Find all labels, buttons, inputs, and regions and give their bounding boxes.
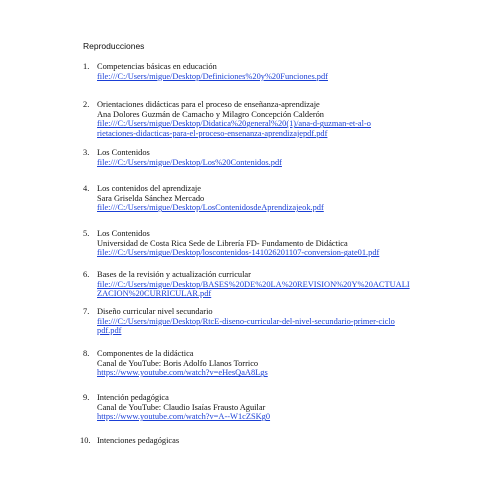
reference-item-9 bbox=[83, 393, 453, 422]
reference-item-3 bbox=[83, 148, 453, 167]
reference-item-5 bbox=[83, 229, 453, 258]
reference-link[interactable]: https://www.youtube.com/watch?v=eHesQaA8Lgs bbox=[97, 368, 268, 378]
reference-title: Componentes de la didáctica bbox=[97, 349, 194, 358]
reference-number: 5. bbox=[83, 229, 90, 238]
reference-title: Los contenidos del aprendizaje bbox=[97, 184, 201, 193]
reference-title: Los Contenidos bbox=[97, 148, 150, 157]
reference-title: Diseño curricular nivel secundario bbox=[97, 307, 213, 316]
reference-number: 8. bbox=[83, 349, 90, 358]
reference-author: Canal de YouTube: Boris Adolfo Llanos Torrico bbox=[97, 358, 259, 368]
section-heading: Reproducciones bbox=[83, 41, 145, 51]
reference-number: 3. bbox=[83, 148, 90, 157]
reference-link[interactable]: file:///C:/Users/migue/Desktop/BASES%20DE%20LA%20REVISION%20Y%20ACTUALIZACION%20CURRICULAR.pdf bbox=[97, 279, 410, 299]
reference-item-7 bbox=[83, 307, 453, 336]
reference-title: Intención pedagógica bbox=[97, 393, 169, 402]
reference-link[interactable]: file:///C:/Users/migue/Desktop/LosContenidosdeAprendizajeok.pdf bbox=[97, 203, 324, 213]
reference-number: 6. bbox=[83, 270, 90, 279]
reference-title: Intenciones pedagógicas bbox=[97, 436, 180, 445]
reference-item-2 bbox=[83, 100, 453, 138]
reference-number: 2. bbox=[83, 100, 90, 109]
reference-author: Universidad de Costa Rica Sede de Librería FD- Fundamento de Didáctica bbox=[97, 238, 348, 248]
reference-item-1 bbox=[83, 62, 453, 81]
reference-link[interactable]: file:///C:/Users/migue/Desktop/RtcE-diseno-curricular-del-nivel-secundario-primer-ciclopdf.pdf bbox=[97, 316, 395, 336]
reference-item-6 bbox=[83, 270, 453, 299]
reference-item-4 bbox=[83, 184, 453, 213]
reference-author: Sara Griselda Sánchez Mercado bbox=[97, 193, 205, 203]
reference-link[interactable]: file:///C:/Users/migue/Desktop/Los%20Contenidos.pdf bbox=[97, 157, 282, 167]
reference-author: Ana Dolores Guzmán de Camacho y Milagro Concepción Calderón bbox=[97, 109, 324, 119]
reference-number: 9. bbox=[83, 393, 90, 402]
reference-number: 4. bbox=[83, 184, 90, 193]
reference-number: 1. bbox=[83, 62, 90, 71]
reference-link[interactable]: file:///C:/Users/migue/Desktop/Definiciones%20y%20Funciones.pdf bbox=[97, 71, 328, 81]
reference-item-8 bbox=[83, 349, 453, 378]
reference-number: 7. bbox=[83, 307, 90, 316]
reference-link[interactable]: https://www.youtube.com/watch?v=A--W1cZSKg0 bbox=[97, 412, 271, 422]
reference-title: Los Contenidos bbox=[97, 229, 150, 238]
reference-number: 10. bbox=[80, 436, 91, 445]
reference-item-10 bbox=[80, 436, 453, 446]
reference-title: Orientaciones didácticas para el proceso de enseñanza-aprendizaje bbox=[97, 100, 320, 109]
reference-link[interactable]: file:///C:/Users/migue/Desktop/loscontenidos-141026201107-conversion-gate01.pdf bbox=[97, 248, 380, 258]
reference-link[interactable]: file:///C:/Users/migue/Desktop/Didatica%20general%20(1)/ana-d-guzman-et-al-orietaciones-didacticas-para-el-proceso-ensenanza-aprendizajepdf.pdf bbox=[97, 119, 371, 138]
reference-title: Competencias básicas en educación bbox=[97, 62, 217, 71]
reference-title: Bases de la revisión y actualización curricular bbox=[97, 270, 251, 279]
reference-author: Canal de YouTube: Claudio Isaías Frausto Aguilar bbox=[97, 402, 266, 412]
